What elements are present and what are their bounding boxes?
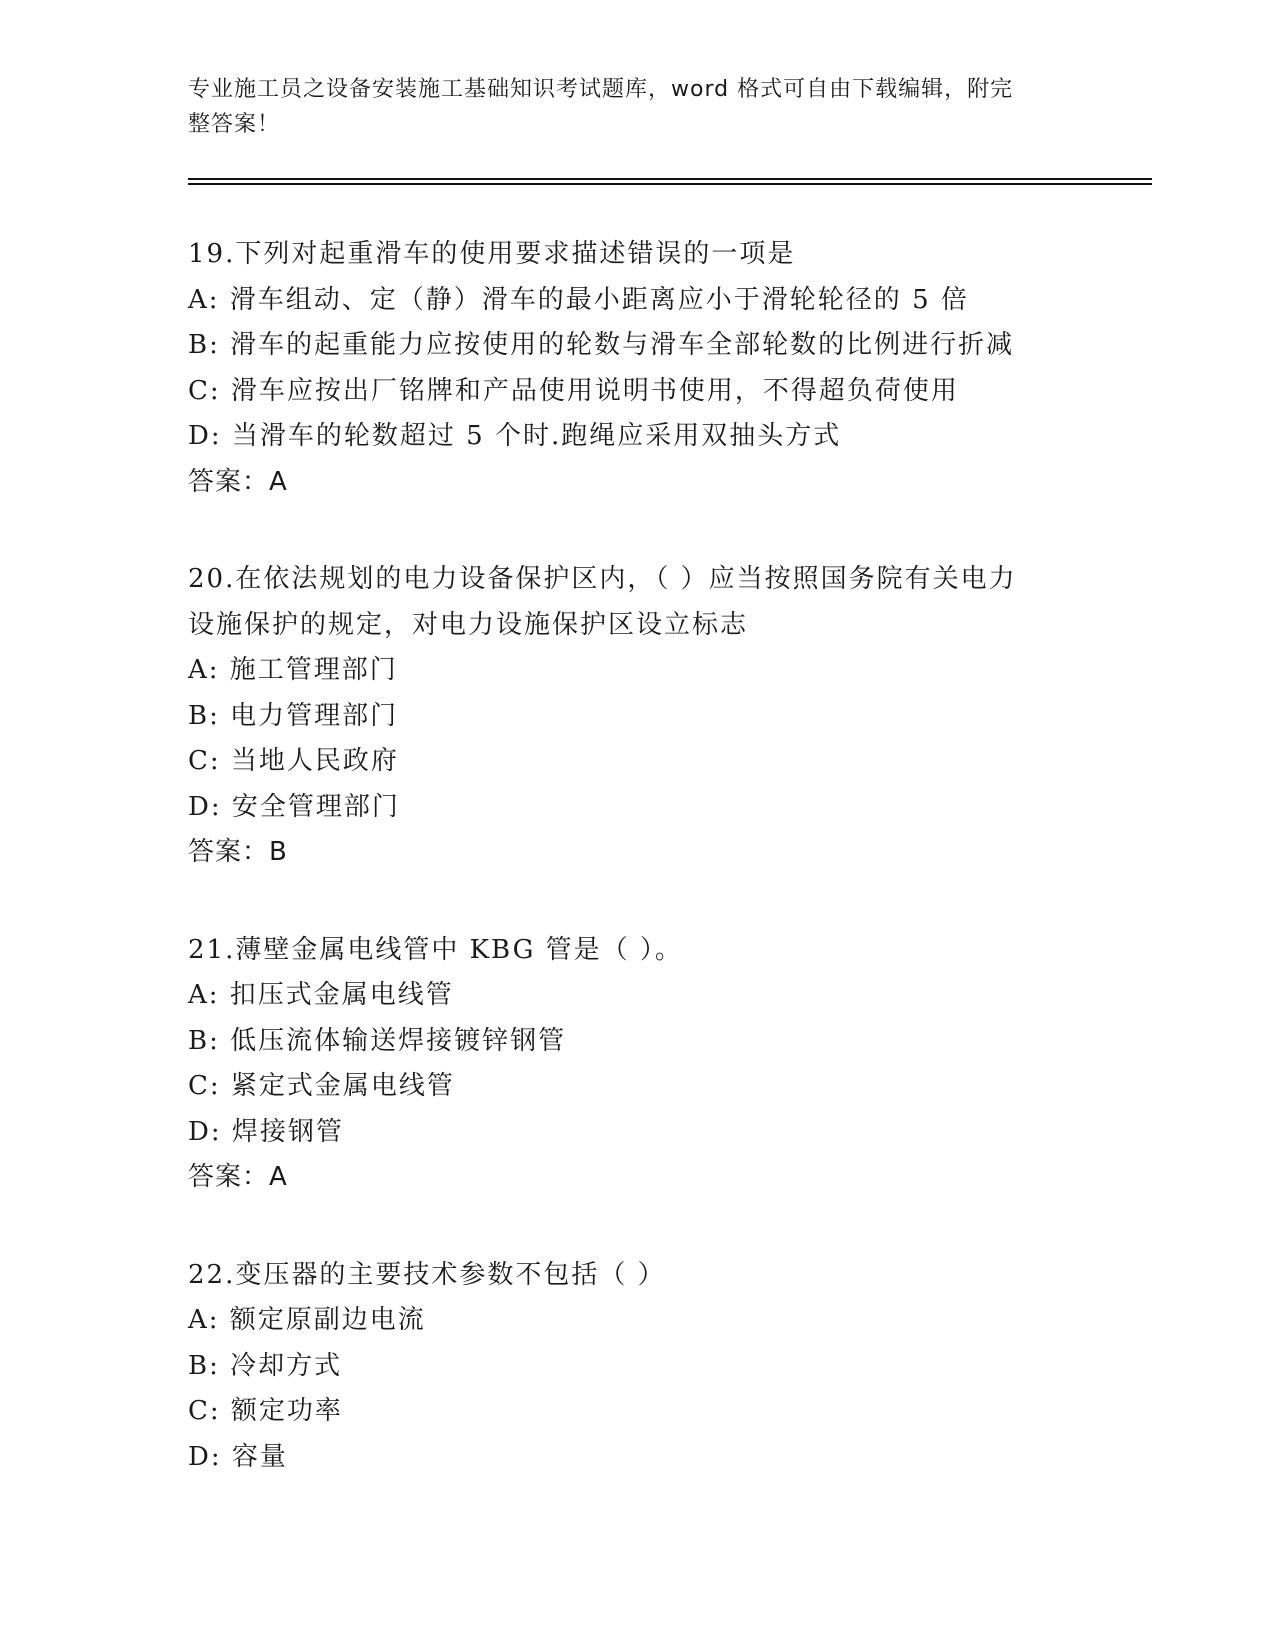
question-list: [188, 232, 1128, 1532]
header-line-1: 专业施工员之设备安装施工基础知识考试题库，word 格式可自由下载编辑，附完: [188, 77, 1014, 102]
document-header: [188, 72, 1068, 142]
option-d: D: 当滑车的轮数超过 5 个时.跑绳应采用双抽头方式: [188, 421, 842, 451]
option-c: C: 紧定式金属电线管: [188, 1071, 455, 1101]
option-b: B: 冷却方式: [188, 1350, 343, 1381]
question-22: [188, 1253, 1128, 1481]
answer-label: 答案：A: [188, 1162, 288, 1192]
option-b: B: 低压流体输送焊接镀锌钢管: [188, 1025, 567, 1056]
question-20: [188, 557, 1128, 876]
question-stem: 21.薄壁金属电线管中 KBG 管是（ ）。: [188, 934, 683, 965]
option-d: D: 容量: [188, 1441, 288, 1472]
option-d: D: 安全管理部门: [188, 791, 400, 822]
answer-label: 答案：B: [188, 837, 288, 867]
header-divider-bottom: [188, 183, 1152, 185]
option-c: C: 额定功率: [188, 1396, 343, 1426]
option-a: A: 施工管理部门: [188, 655, 398, 685]
question-21: [188, 928, 1128, 1201]
option-a: A: 扣压式金属电线管: [188, 980, 454, 1010]
option-d: D: 焊接钢管: [188, 1116, 344, 1147]
option-a: A: 额定原副边电流: [188, 1305, 426, 1335]
header-line-2: 整答案！: [188, 112, 281, 137]
question-stem: 22.变压器的主要技术参数不包括（ ）: [188, 1259, 666, 1290]
answer-label: 答案：A: [188, 466, 288, 497]
header-divider-top: [188, 178, 1152, 180]
option-b: B: 电力管理部门: [188, 700, 399, 731]
option-c: C: 滑车应按出厂铭牌和产品使用说明书使用，不得超负荷使用: [188, 375, 959, 406]
question-stem-line-1: 20.在依法规划的电力设备保护区内，（ ）应当按照国务院有关电力: [188, 564, 1017, 594]
option-c: C: 当地人民政府: [188, 746, 399, 776]
option-a: A: 滑车组动、定（静）滑车的最小距离应小于滑轮轮径的 5 倍: [188, 284, 969, 315]
option-b: B: 滑车的起重能力应按使用的轮数与滑车全部轮数的比例进行折减: [188, 330, 1015, 360]
question-stem-line-2: 设施保护的规定，对电力设施保护区设立标志: [188, 609, 749, 640]
question-19: [188, 232, 1128, 505]
question-stem: 19.下列对起重滑车的使用要求描述错误的一项是: [188, 239, 796, 269]
